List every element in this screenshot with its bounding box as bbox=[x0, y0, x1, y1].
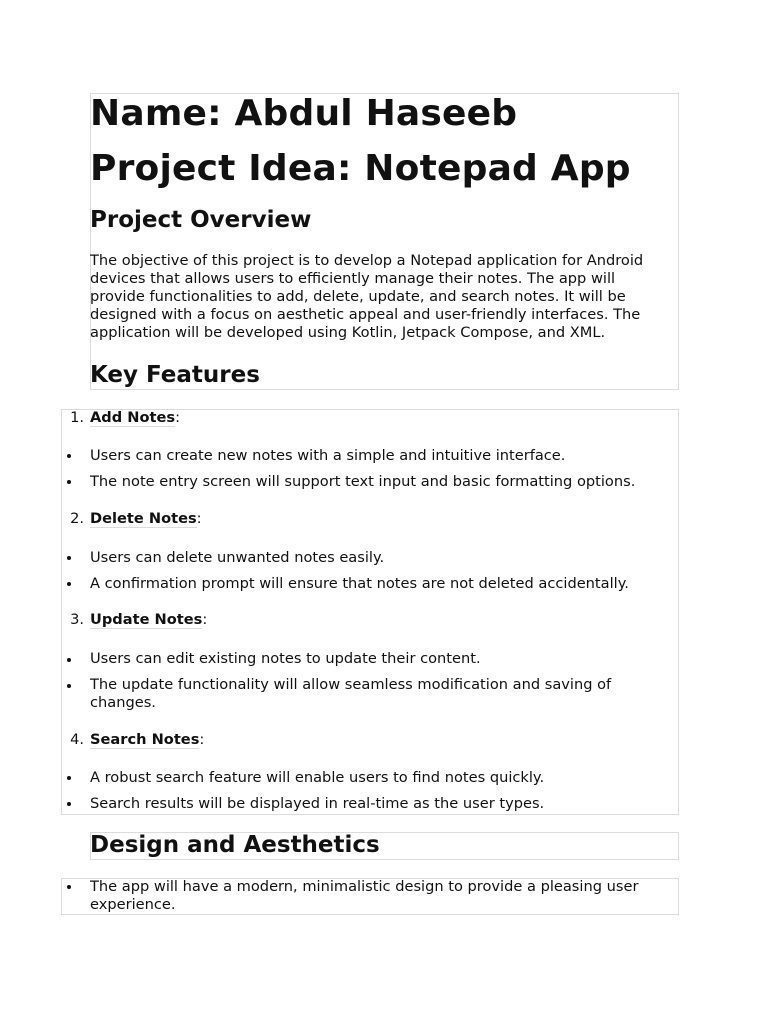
project-idea-heading: Project Idea: Notepad App bbox=[90, 148, 631, 189]
feature-title-add-notes: Add Notes: bbox=[90, 409, 180, 426]
bullet-icon bbox=[66, 801, 72, 807]
feature-title-update-notes: Update Notes: bbox=[90, 611, 208, 628]
list-item: Users can delete unwanted notes easily. bbox=[90, 549, 385, 566]
feature-number: 1. bbox=[70, 409, 84, 426]
bullet-icon bbox=[66, 555, 72, 561]
bullet-icon bbox=[66, 884, 72, 890]
name-heading: Name: Abdul Haseeb bbox=[90, 93, 518, 134]
list-item: The update functionality will allow seamless modification and saving of changes. bbox=[90, 676, 612, 711]
list-item: A confirmation prompt will ensure that notes are not deleted accidentally. bbox=[90, 575, 629, 592]
list-item: Users can create new notes with a simple and intuitive interface. bbox=[90, 447, 566, 464]
bullet-icon bbox=[66, 657, 72, 663]
list-item: Users can edit existing notes to update their content. bbox=[90, 650, 481, 667]
bullet-icon bbox=[66, 479, 72, 485]
feature-number: 3. bbox=[70, 611, 84, 628]
feature-number: 2. bbox=[70, 510, 84, 527]
key-features-heading: Key Features bbox=[90, 362, 260, 388]
bullet-icon bbox=[66, 453, 72, 459]
list-item: The note entry screen will support text input and basic formatting options. bbox=[90, 473, 636, 490]
header-section-frame bbox=[90, 93, 679, 390]
bullet-icon bbox=[66, 775, 72, 781]
bullet-icon bbox=[66, 683, 72, 689]
feature-title-delete-notes: Delete Notes: bbox=[90, 510, 202, 527]
overview-heading: Project Overview bbox=[90, 207, 312, 233]
feature-number: 4. bbox=[70, 731, 84, 748]
list-item: A robust search feature will enable users to find notes quickly. bbox=[90, 769, 545, 786]
list-item: The app will have a modern, minimalistic design to provide a pleasing user experience. bbox=[90, 878, 639, 913]
overview-paragraph: The objective of this project is to develop a Notepad application for Android devices that allows users to efficiently manage their notes. The app will provide functionalities to add, delete, update, and search notes. It will be designed with a focus on aesthetic appeal and user-friendly interfaces. The application will be developed using Kotlin, Jetpack Compose, and XML. bbox=[90, 252, 644, 341]
list-item: Search results will be displayed in real-time as the user types. bbox=[90, 795, 545, 812]
feature-title-search-notes: Search Notes: bbox=[90, 731, 205, 748]
bullet-icon bbox=[66, 581, 72, 587]
design-heading: Design and Aesthetics bbox=[90, 832, 380, 858]
